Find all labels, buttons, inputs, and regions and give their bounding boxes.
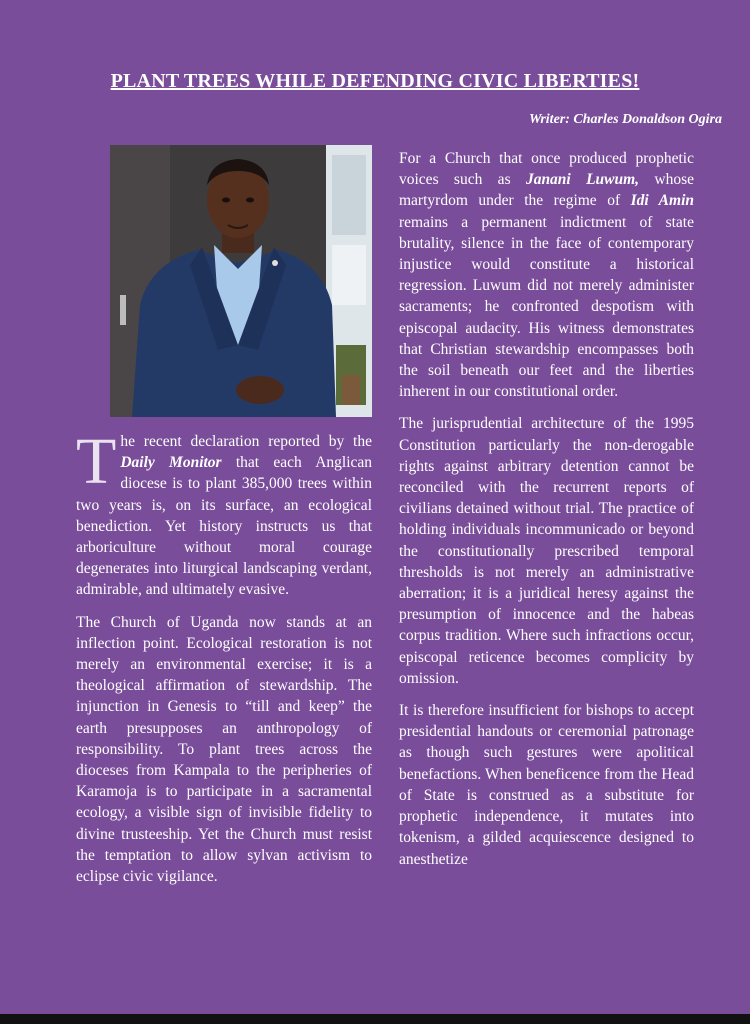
paragraph-text: For a Church that once produced prophetic voices such as <box>399 150 694 189</box>
byline: Writer: Charles Donaldson Ogira <box>528 112 722 127</box>
source-name: Daily Monitor <box>120 454 222 472</box>
article-title: PLANT TREES WHILE DEFENDING CIVIC LIBERTIES! <box>110 70 640 92</box>
person-name: Idi Amin <box>630 192 694 210</box>
drop-cap: T <box>76 425 117 498</box>
paragraph: It is therefore insufficient for bishops to accept presidential handouts or ceremonial patronage as though such gestures were apolitical benefactions. When beneficence from the Head of State is construed as a substitute for prophetic independence, it mutates into tokenism, a gilded acquiescence designed to anesthetize <box>399 702 694 868</box>
paragraph <box>399 148 694 402</box>
paragraph: The jurisprudential architecture of the 1995 Constitution particularly the non-derogable rights against arbitrary detention cannot be reconciled with the recurrent reports of civilians detained without trial. The practice of holding individuals incommunicado or beyond the constitutionally prescribed temporal thresholds is not merely an administrative aberration; it is a juridical heresy against the presumption of innocence and the habeas corpus tradition. Where such infractions occur, episcopal reticence becomes complicity by omission. <box>399 415 694 687</box>
paragraph-text: remains a permanent indictment of state brutality, silence in the face of contemporary injustice would constitute a historical regression. Luwum did not merely administer sacraments; he confronted despotism with episcopal audacity. His witness demonstrates that Christian stewardship encompasses both the soil beneath our feet and the liberties inherent in our constitutional order. <box>399 213 694 401</box>
paragraph-text: that each Anglican diocese is to plant 385,000 trees within two years is, on its surface, an ecological benediction. Yet history instructs us that arboriculture without moral courage degenerates into liturgical landscaping verdant, admirable, and ultimately evasive. <box>76 454 373 599</box>
author-photo <box>110 145 372 417</box>
paragraph: The Church of Uganda now stands at an inflection point. Ecological restoration is not merely an environmental exercise; it is a theological affirmation of stewardship. The injunction in Genesis to “till and keep” the earth presupposes an anthropology of responsibility. To plant trees across the dioceses from Kampala to the peripheries of Karamoja is to participate in a sacramental ecology, a visible sign of invisible fidelity to divine trusteeship. Yet the Church must resist the temptation to allow sylvan activism to eclipse civic vigilance. <box>76 613 372 886</box>
bottom-bar <box>0 1014 750 1024</box>
paragraph-text: whose martyrdom under the regime of <box>399 171 695 210</box>
person-name: Janani Luwum, <box>525 171 640 189</box>
paragraph-text: he recent declaration reported by the <box>120 433 372 450</box>
paragraph-intro <box>76 425 373 601</box>
left-column <box>76 425 373 898</box>
right-column <box>399 148 694 881</box>
